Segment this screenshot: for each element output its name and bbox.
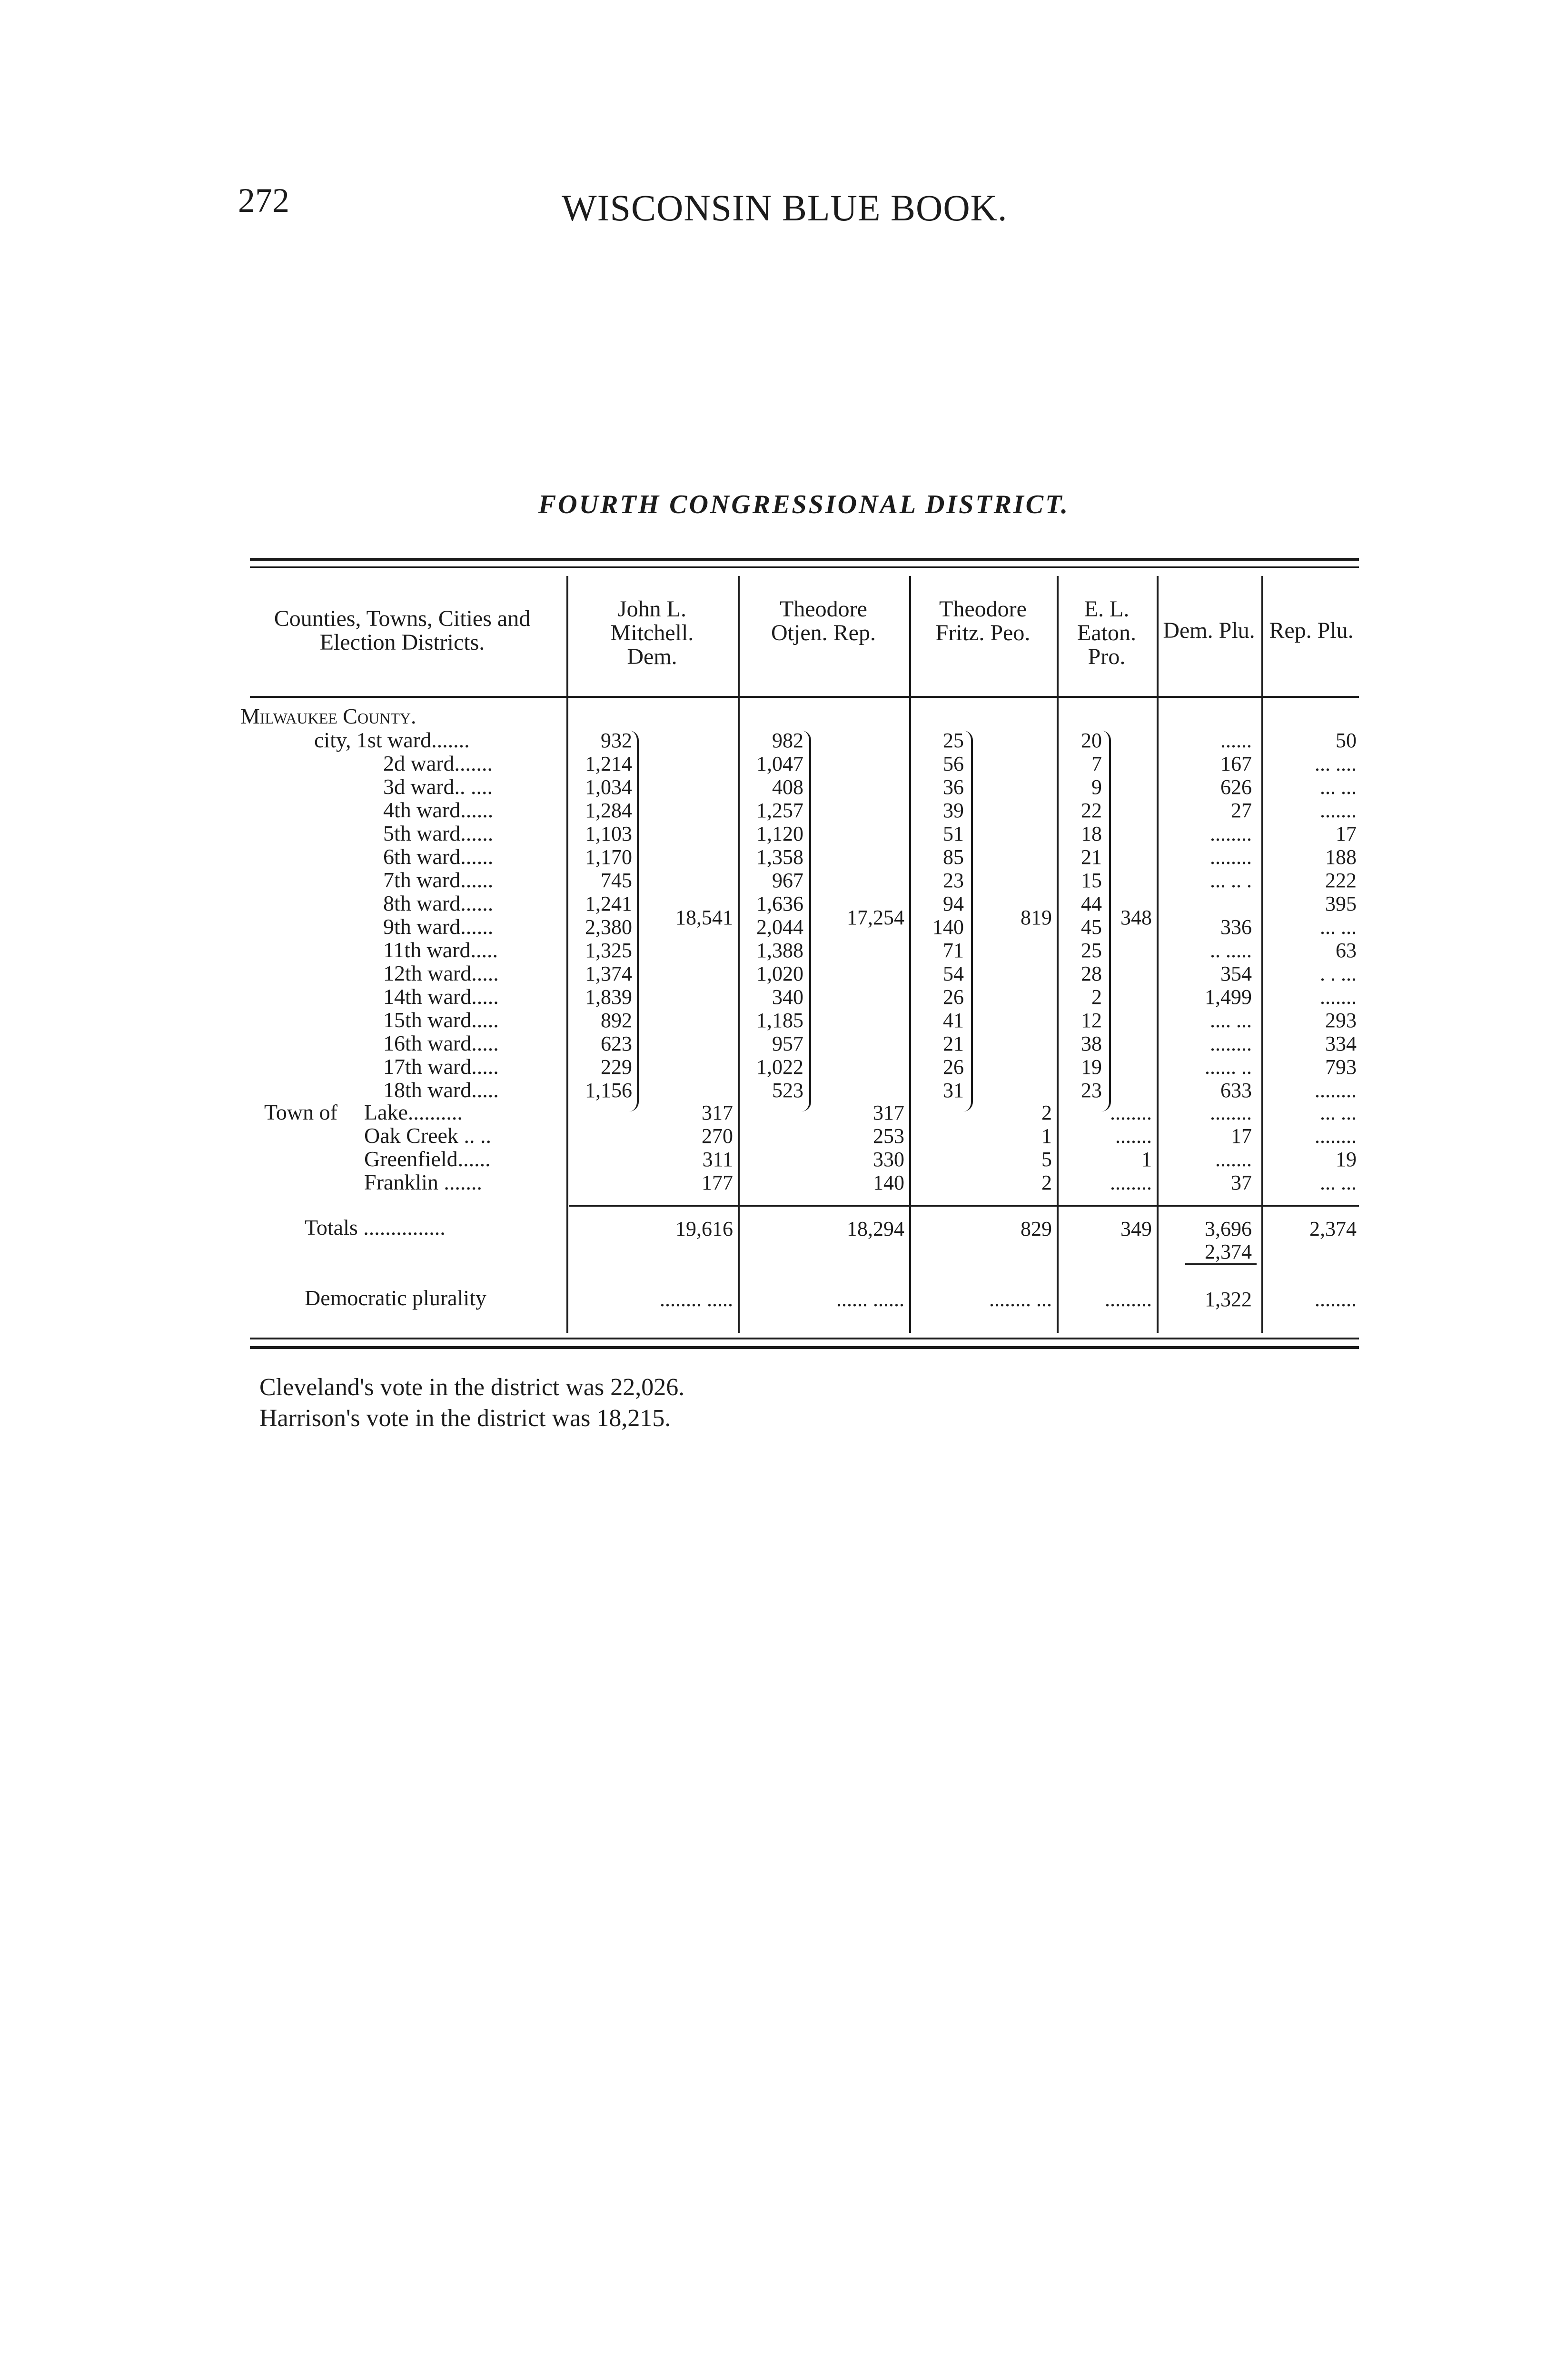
top-rule	[250, 558, 1359, 561]
cell-dem: 1,241	[585, 892, 632, 915]
row-label: 15th ward.....	[383, 1008, 499, 1032]
cell-rep-plu: 188	[1325, 845, 1357, 869]
cell-rep-plu: 334	[1325, 1032, 1357, 1055]
cell-rep-plu: 222	[1325, 869, 1357, 892]
cell-rep-plu: ........	[1315, 1079, 1357, 1102]
cell-rep-plu: ........	[1315, 1124, 1357, 1148]
header-rep-plu: Rep. Plu.	[1269, 618, 1354, 643]
col-divider-6	[1261, 576, 1263, 1333]
cell-dem-plu: 17	[1231, 1124, 1252, 1148]
plurality-peo: ........ ...	[989, 1288, 1052, 1311]
cell-peo: 25	[943, 729, 964, 752]
cell-dem-plu: ........	[1210, 822, 1252, 845]
row-label: Franklin .......	[364, 1170, 482, 1194]
cell-rep: 1,388	[756, 939, 803, 962]
cell-rep: 317	[873, 1101, 904, 1124]
header-dem-plu: Dem. Plu.	[1163, 618, 1255, 643]
cell-dem-plu: 167	[1220, 752, 1252, 775]
cell-pro: 23	[1081, 1079, 1102, 1102]
totals-rep-plu: 2,374	[1309, 1217, 1357, 1240]
cell-dem: 1,325	[585, 939, 632, 962]
plurality-rep: ...... ......	[836, 1288, 904, 1311]
cell-pro: 2	[1091, 985, 1102, 1009]
top-rule-2	[250, 566, 1359, 568]
cell-pro: 7	[1091, 752, 1102, 775]
cell-peo: 140	[932, 915, 964, 939]
totals-dem-plu-2: 2,374	[1205, 1240, 1252, 1263]
harrison-note: Harrison's vote in the district was 18,215.	[259, 1405, 671, 1432]
cell-peo: 71	[943, 939, 964, 962]
totals-dem: 19,616	[675, 1217, 733, 1240]
cell-rep: 1,358	[756, 845, 803, 869]
cell-dem: 1,374	[585, 962, 632, 985]
cell-dem: 2,380	[585, 915, 632, 939]
cell-dem: 1,170	[585, 845, 632, 869]
cell-rep-plu: .......	[1320, 985, 1357, 1009]
cell-rep: 982	[772, 729, 803, 752]
cell-dem: 1,214	[585, 752, 632, 775]
running-head: WISCONSIN BLUE BOOK.	[562, 187, 1008, 228]
cell-peo: 56	[943, 752, 964, 775]
cell-dem: 1,034	[585, 775, 632, 799]
row-label: 14th ward.....	[383, 984, 499, 1009]
cell-peo: 2	[1041, 1101, 1052, 1124]
cell-dem-plu: 336	[1220, 915, 1252, 939]
cell-rep-plu: 63	[1336, 939, 1357, 962]
cell-rep-plu: ... ...	[1320, 1101, 1357, 1124]
cell-peo: 39	[943, 799, 964, 822]
col-divider-4	[1057, 576, 1059, 1333]
cell-rep: 1,022	[756, 1055, 803, 1079]
cell-pro: 1	[1141, 1148, 1152, 1171]
row-label: 8th ward......	[383, 891, 494, 915]
cell-rep-plu: 50	[1336, 729, 1357, 752]
cell-peo: 85	[943, 845, 964, 869]
subtotal-pro: 348	[1120, 906, 1152, 929]
cell-pro: ........	[1110, 1171, 1152, 1194]
col-divider-5	[1157, 576, 1159, 1333]
plurality-label: Democratic plurality	[305, 1286, 486, 1310]
totals-pro: 349	[1120, 1217, 1152, 1240]
cell-rep: 1,047	[756, 752, 803, 775]
cell-rep: 1,185	[756, 1009, 803, 1032]
cell-pro: ........	[1110, 1101, 1152, 1124]
totals-label: Totals ...............	[305, 1215, 446, 1240]
cell-rep: 1,257	[756, 799, 803, 822]
cell-dem-plu: ... .. .	[1210, 869, 1252, 892]
cell-dem-plu: 354	[1220, 962, 1252, 985]
subtotal-peo: 819	[1021, 906, 1052, 929]
row-label: 9th ward......	[383, 914, 494, 939]
cell-pro: 18	[1081, 822, 1102, 845]
cell-rep: 1,120	[756, 822, 803, 845]
header-districts: Counties, Towns, Cities and Election Districts.	[274, 606, 531, 655]
cell-pro: 28	[1081, 962, 1102, 985]
cell-rep-plu: ... ...	[1320, 1171, 1357, 1194]
cell-dem: 311	[702, 1148, 733, 1171]
cell-peo: 26	[943, 1055, 964, 1079]
cell-pro: .......	[1115, 1124, 1152, 1148]
cell-peo: 2	[1041, 1171, 1052, 1194]
cell-dem: 1,284	[585, 799, 632, 822]
cell-peo: 54	[943, 962, 964, 985]
towns-prefix: Town of	[264, 1100, 337, 1124]
cell-rep: 340	[772, 985, 803, 1009]
cell-rep-plu: ... ...	[1320, 915, 1357, 939]
row-label: 11th ward.....	[383, 938, 498, 962]
header-rule	[250, 696, 1359, 698]
cell-rep-plu: 17	[1336, 822, 1357, 845]
subtraction-rule	[1185, 1263, 1257, 1265]
cell-pro: 15	[1081, 869, 1102, 892]
header-fritz: Theodore Fritz. Peo.	[935, 596, 1031, 645]
cell-rep: 967	[772, 869, 803, 892]
cell-rep: 330	[873, 1148, 904, 1171]
row-label: 5th ward......	[383, 821, 494, 845]
plurality-pro: .........	[1105, 1288, 1152, 1311]
cell-rep: 523	[772, 1079, 803, 1102]
brace-peo	[961, 731, 973, 1111]
col-divider-1	[566, 576, 568, 1333]
cell-dem-plu: .......	[1215, 1148, 1252, 1171]
cell-pro: 20	[1081, 729, 1102, 752]
row-label: 17th ward.....	[383, 1054, 499, 1079]
cell-rep-plu: ... ....	[1315, 752, 1357, 775]
cell-rep-plu: 19	[1336, 1148, 1357, 1171]
row-label: 18th ward.....	[383, 1078, 499, 1102]
cell-dem: 270	[702, 1124, 733, 1148]
plurality-dem-plu: 1,322	[1205, 1288, 1252, 1311]
totals-peo: 829	[1021, 1217, 1052, 1240]
cell-dem-plu: 633	[1220, 1079, 1252, 1102]
bottom-rule	[250, 1338, 1359, 1339]
cell-peo: 26	[943, 985, 964, 1009]
cell-pro: 38	[1081, 1032, 1102, 1055]
cell-rep-plu: 793	[1325, 1055, 1357, 1079]
cell-rep-plu: .......	[1320, 799, 1357, 822]
cell-dem-plu: 37	[1231, 1171, 1252, 1194]
row-label: 7th ward......	[383, 868, 494, 892]
col-divider-2	[738, 576, 740, 1333]
row-label: Greenfield......	[364, 1147, 491, 1171]
row-label: 12th ward.....	[383, 961, 499, 985]
row-label: 3d ward.. ....	[383, 774, 493, 799]
cell-dem-plu: 1,499	[1205, 985, 1252, 1009]
cell-rep: 253	[873, 1124, 904, 1148]
cell-dem-plu: 626	[1220, 775, 1252, 799]
cell-pro: 9	[1091, 775, 1102, 799]
brace-dem	[627, 731, 639, 1111]
cell-dem-plu: ........	[1210, 1032, 1252, 1055]
cell-peo: 5	[1041, 1148, 1052, 1171]
subtotal-rep: 17,254	[847, 906, 904, 929]
cell-rep: 1,020	[756, 962, 803, 985]
cell-peo: 21	[943, 1032, 964, 1055]
col-divider-3	[909, 576, 911, 1333]
cell-peo: 23	[943, 869, 964, 892]
cleveland-note: Cleveland's vote in the district was 22,026.	[259, 1374, 685, 1401]
cell-rep: 2,044	[756, 915, 803, 939]
header-otjen: Theodore Otjen. Rep.	[771, 596, 876, 645]
cell-dem: 932	[601, 729, 632, 752]
row-label: 4th ward......	[383, 798, 494, 822]
cell-dem-plu: ........	[1210, 1101, 1252, 1124]
row-label: 6th ward......	[383, 844, 494, 869]
cell-rep: 957	[772, 1032, 803, 1055]
header-mitchell: John L. Mitchell. Dem.	[610, 596, 694, 669]
cell-dem: 229	[601, 1055, 632, 1079]
cell-dem-plu: ...... ..	[1205, 1055, 1252, 1079]
totals-rule	[569, 1205, 1359, 1207]
plurality-rep-plu: ........	[1315, 1288, 1357, 1311]
row-label: Lake..........	[364, 1100, 463, 1124]
cell-peo: 94	[943, 892, 964, 915]
row-label: Oak Creek .. ..	[364, 1123, 491, 1148]
cell-pro: 21	[1081, 845, 1102, 869]
cell-pro: 19	[1081, 1055, 1102, 1079]
county-name: Milwaukee County.	[240, 704, 416, 728]
cell-dem: 892	[601, 1009, 632, 1032]
bottom-rule-2	[250, 1346, 1359, 1349]
cell-pro: 25	[1081, 939, 1102, 962]
section-title: FOURTH CONGRESSIONAL DISTRICT.	[538, 490, 1070, 519]
page-number: 272	[238, 181, 289, 219]
totals-dem-plu: 3,696	[1205, 1217, 1252, 1240]
row-label: 2d ward.......	[383, 751, 493, 775]
cell-rep: 140	[873, 1171, 904, 1194]
cell-dem: 1,839	[585, 985, 632, 1009]
totals-rep: 18,294	[847, 1217, 904, 1240]
cell-rep-plu: . . ...	[1320, 962, 1357, 985]
subtotal-dem: 18,541	[675, 906, 733, 929]
cell-dem: 177	[702, 1171, 733, 1194]
plurality-dem: ........ .....	[660, 1288, 733, 1311]
cell-pro: 44	[1081, 892, 1102, 915]
cell-peo: 31	[943, 1079, 964, 1102]
cell-dem: 1,156	[585, 1079, 632, 1102]
cell-rep-plu: 293	[1325, 1009, 1357, 1032]
cell-peo: 1	[1041, 1124, 1052, 1148]
cell-pro: 22	[1081, 799, 1102, 822]
cell-peo: 51	[943, 822, 964, 845]
cell-rep-plu: ... ...	[1320, 775, 1357, 799]
cell-dem: 317	[702, 1101, 733, 1124]
header-eaton: E. L. Eaton. Pro.	[1077, 596, 1136, 669]
cell-rep: 408	[772, 775, 803, 799]
cell-dem: 745	[601, 869, 632, 892]
cell-dem: 1,103	[585, 822, 632, 845]
cell-peo: 36	[943, 775, 964, 799]
cell-rep-plu: 395	[1325, 892, 1357, 915]
cell-dem-plu: ........	[1210, 845, 1252, 869]
row-label: city, 1st ward.......	[314, 728, 470, 752]
cell-rep: 1,636	[756, 892, 803, 915]
cell-dem-plu: .... ...	[1210, 1009, 1252, 1032]
row-label: 16th ward.....	[383, 1031, 499, 1055]
cell-dem-plu: 27	[1231, 799, 1252, 822]
cell-dem-plu: .. .....	[1210, 939, 1252, 962]
cell-pro: 12	[1081, 1009, 1102, 1032]
cell-peo: 41	[943, 1009, 964, 1032]
cell-dem-plu: ......	[1220, 729, 1252, 752]
cell-dem: 623	[601, 1032, 632, 1055]
cell-pro: 45	[1081, 915, 1102, 939]
